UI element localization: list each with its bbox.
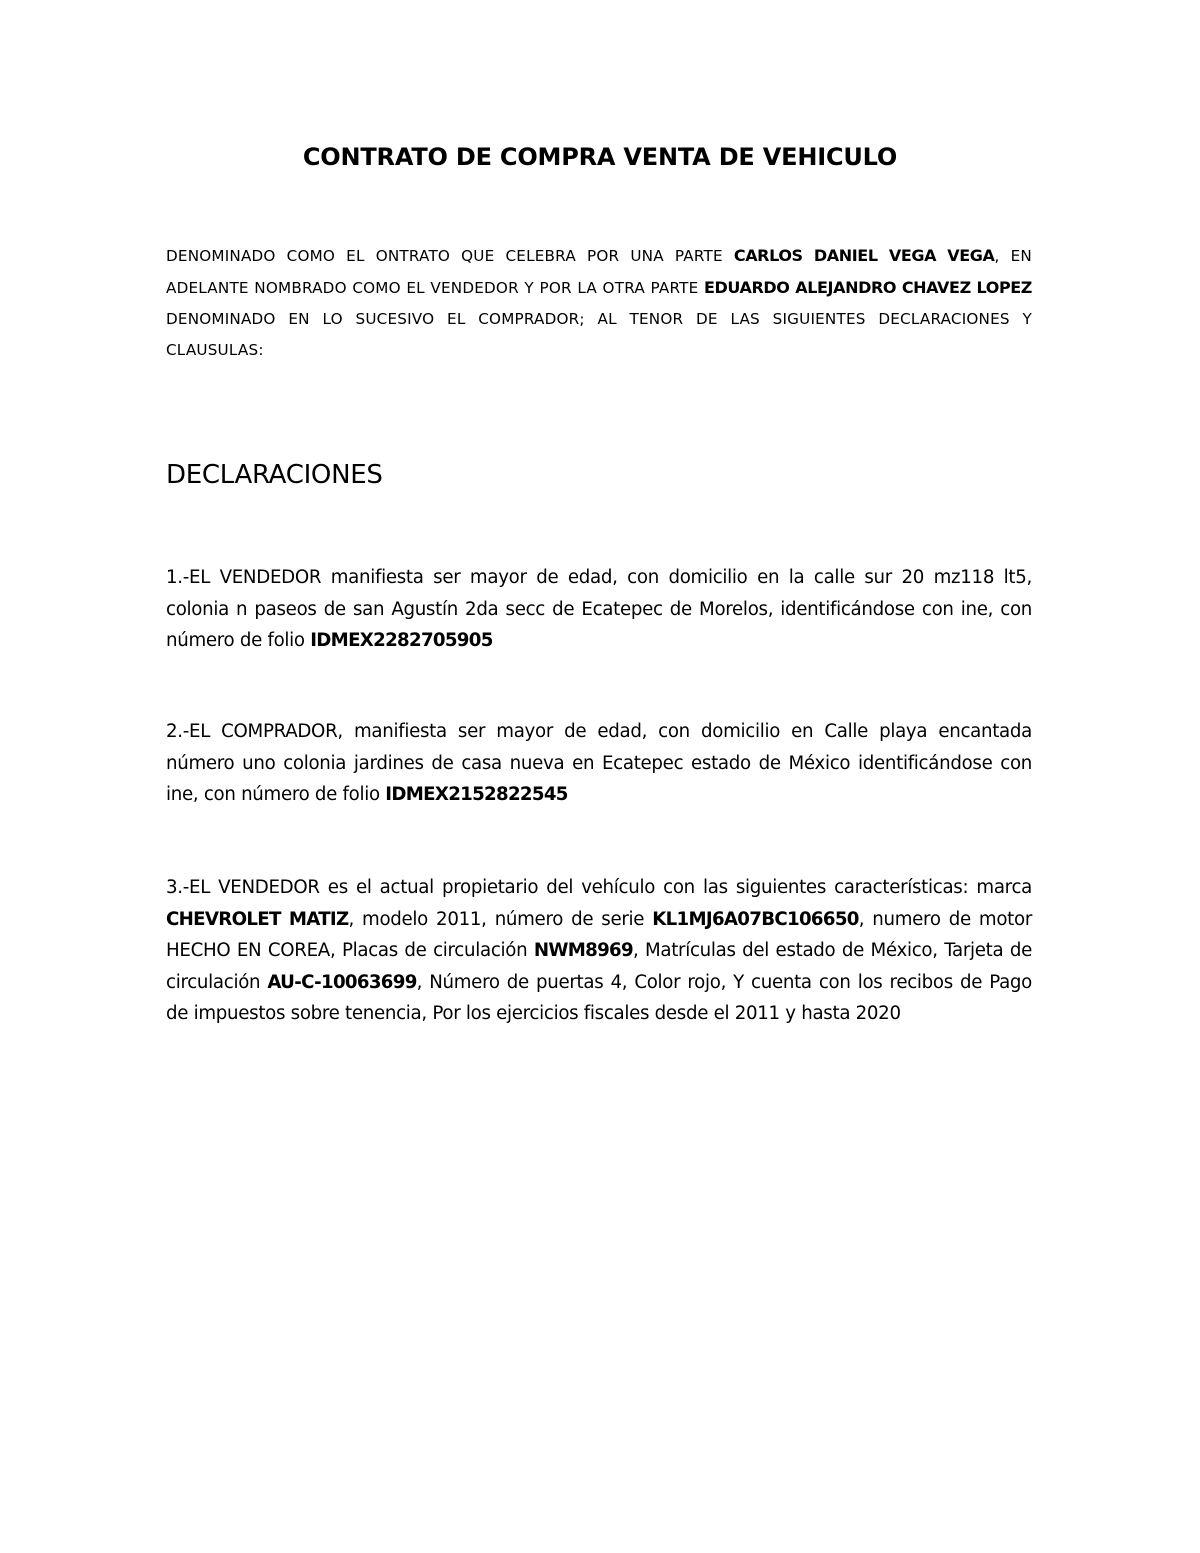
declaration-2 — [166, 716, 1032, 811]
declarations-heading: DECLARACIONES — [166, 460, 383, 490]
intro-text-3: DENOMINADO EN LO SUCESIVO EL COMPRADOR; AL TENOR DE LAS SIGUIENTES DECLARACIONES Y CLAUSULAS: — [166, 310, 1032, 359]
contract-title: CONTRATO DE COMPRA VENTA DE VEHICULO — [302, 143, 898, 171]
declaration-3-text-5: , Número de puertas 4, Color rojo, Y cuenta con los recibos de Pago de impuestos sobre tenencia, Por los ejercicios fiscales desde el 2011 y hasta 2020 — [166, 971, 1032, 1024]
seller-name: CARLOS DANIEL VEGA VEGA — [733, 246, 995, 265]
declaration-3 — [166, 872, 1032, 1030]
buyer-name: EDUARDO ALEJANDRO CHAVEZ LOPEZ — [704, 278, 1032, 297]
vehicle-serial: KL1MJ6A07BC106650 — [652, 908, 859, 930]
seller-folio: IDMEX2282705905 — [310, 630, 493, 651]
declaration-3-text-4: , Matrículas del estado de México, Tarjeta de circulación — [166, 940, 1032, 993]
declaration-3-text-3: , numero de motor HECHO EN COREA, Placas de circulación — [166, 908, 1032, 961]
declaration-3-text-2: , modelo 2011, número de serie — [348, 908, 653, 930]
declaration-1-text: 1.-EL VENDEDOR manifiesta ser mayor de edad, con domicilio en la calle sur 20 mz118 lt5, colonia n paseos de san Agustín 2da secc de Ecatepec de Morelos, identificándose con ine, con número de folio — [166, 567, 1032, 651]
intro-paragraph — [166, 240, 1032, 366]
circulation-card: AU-C-10063699 — [267, 971, 417, 993]
buyer-folio: IDMEX2152822545 — [385, 784, 568, 805]
declaration-3-text-1: 3.-EL VENDEDOR es el actual propietario del vehículo con las siguientes características: marca — [166, 877, 1032, 898]
declaration-1 — [166, 562, 1032, 657]
intro-text-1: DENOMINADO COMO EL ONTRATO QUE CELEBRA POR UNA PARTE — [166, 247, 734, 265]
vehicle-brand: CHEVROLET MATIZ — [166, 908, 349, 930]
declaration-2-text: 2.-EL COMPRADOR, manifiesta ser mayor de edad, con domicilio en Calle playa encantada número uno colonia jardines de casa nueva en Ecatepec estado de México identificándose con ine, con número de folio — [166, 721, 1032, 805]
intro-text-2: , EN ADELANTE NOMBRADO COMO EL VENDEDOR Y POR LA OTRA PARTE — [166, 247, 1032, 297]
vehicle-plates: NWM8969 — [533, 940, 633, 961]
